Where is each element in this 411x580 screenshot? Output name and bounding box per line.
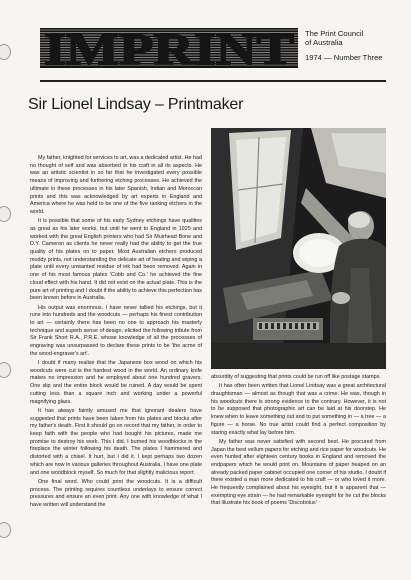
paragraph: My father, knighted for services to art, was a dedicated artist. He had no thought of self and was absorbed in his craft in all its aspects. He was an artistic scientist in so far that he investigated every possible means of improving and furthering etching processes. He achieved the ultimate in these processes in his later Spanish, Indian and Moroccan prints and this was acknowledged by art experts in England and America where he was held to be one of the five ranking etchers in the world. (30, 155, 202, 215)
masthead-logo-text: IMPRINT (44, 28, 294, 68)
paragraph: It has often been written that Lionel Lindsay was a great architectural draughtsman — almost as though that was a crime. He was, though in his woodcuts there is strong evidence to the contrary. However, it is not to be supposed that photographic art can be laid at his doorstep. He knew when to leave something out and to put something in — a tree — a figure — a horse. No true artist could find a perfect composition by staring exactly what lay before him. (211, 383, 386, 436)
header-rule (40, 80, 386, 82)
article-column-left (30, 155, 202, 510)
paragraph: It is possible that some of his early Sydney etchings have qualities as great as his later works, but until he went to England in 1925 and worked with the great English printers who had Sir Muirhead Bone and D.Y. Cameron as clients he never really had the ability to get the true quality of his plates on to paper. Most Australian etchers produced muddy prints, not understanding the delicate art of heating and wiping a plate until every unwanted residue of ink had been removed. Again in one of his most famous plates 'Cobb and Co.' he achieved the fine cloud effect with his hand. It did not exist on the actual plate. This is the pure art of printing and I doubt if the ability to achieve this perfection has been known before in Australia. (30, 218, 203, 302)
article-column-right (211, 374, 386, 508)
paragraph: absurdity of suggesting that prints could be run off like postage stamps. (211, 374, 381, 380)
binder-hole (0, 206, 11, 222)
publisher-name-line-1: The Print Council (305, 29, 364, 38)
binder-hole (0, 362, 11, 378)
artist-in-studio-photo (211, 128, 386, 369)
masthead-logo (40, 28, 298, 68)
paragraph: His output was enormous. I have never tallied his etchings, but it runs into hundreds and the woodcuts — perhaps his finest contribution to art — certainly there has been no one to approach his masterly technique and superb sense of design, elicited the following tribute from Sir Frank Short R.A., P.R.E. whose knowledge of all the processes of engraving was unsurpassed to declare these prints to be 'the acme of the wood-engraver's art'. (30, 304, 202, 357)
binder-hole (0, 44, 11, 60)
article-headline: Sir Lionel Lindsay – Printmaker (28, 96, 244, 113)
paragraph: My father was never satisfied with second best. He procured from Japan the best vellum papers for etching and rice paper for woodcuts. He even hunted after eighteen century books in England and removed the endpapers which he would print on. Mountains of paper heaped on an already packed paper cabinet occupied one corner of his studio. I doubt if there existed a man more dedicated to his craft — or who loved it more. He frequently complained about his eyesight, but it is apparent that — exempting eye strain — he had remarkable eyesight for he cut the blocks that illustrate his book of poems 'Discobolus' (211, 438, 387, 507)
paragraph: It has always faintly amused me that ignorant dealers have suggested that prints have been taken from his plates and blocks after my father's death. First it should go on record that my father, in order to keep faith with the people who had bought his pictures, made me promise to destroy his work. This I did. I burned his woodblocks in the fireplace the winter following his death. The plates I hammered and distorted with a chisel. It hurt, but I did it. I kept perhaps two dozen which are now in various galleries throughout Australia. I have one plate and one woodblock myself. So much for that slightly malicious report. (30, 407, 202, 476)
publisher-block (305, 29, 405, 62)
issue-number: 1974 — Number Three (305, 53, 383, 62)
paragraph: I doubt if many realise that the Japanese box wood on which his woodcuts were cut is the hardest wood in the world. An ordinary knife makes no impression and he employed about one hundred gravers. One slip and the entire block would be ruined. A day would be spent cutting less than a square inch and working under a powerful magnifying glass. (30, 360, 202, 405)
paragraph: One final word. Who could print the woodcuts. It is a difficult process. The printing requires countless underlays to ensure correct pressures and ensure an even print. Any one with knowledge of what I have written will understand the (30, 478, 202, 508)
binder-hole (0, 522, 11, 538)
publisher-name-line-2: of Australia (305, 38, 343, 47)
